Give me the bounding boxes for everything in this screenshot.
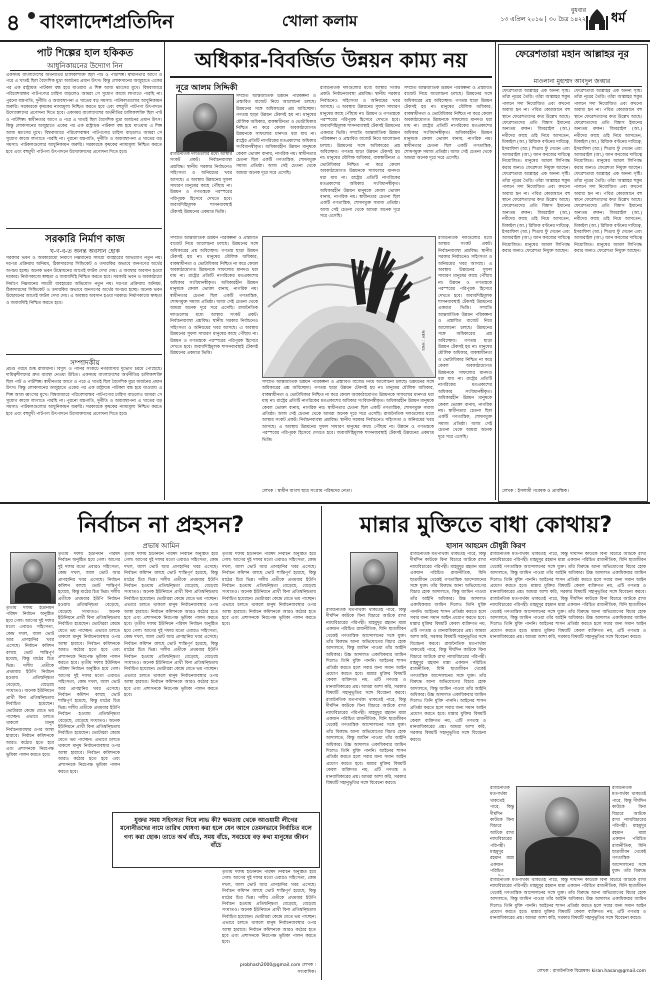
left-subhead: আধুনিকায়নের উদ্যোগ নিন xyxy=(47,62,123,70)
subject-photo xyxy=(516,786,610,876)
author-photo xyxy=(176,94,234,152)
main-body-2-text: রাজনৈতিক দলগুলোর মধ্যে আস্থার সংকট প্রকট। নির্বাচনব্যবস্থা প্রশ্নবিদ্ধ। স্থানীয় সরকার নির্বাচনেও সহিংসতা ও অনিয়মের খবর আসছে। এ অবস্থায় উন্নয়নের সুফল সাধারণ মানুষের কাছে পৌঁছায় না। উন্নয়ন ও গণতন্ত্রকে পরস্পরের পরিপূরক হিসেবে দেখতে হবে। জবাবদিহিমূলক শাসনব্যবস্থাই টেকসই উন্নয়নের একমাত্র ভিত্তি। xyxy=(320,86,400,136)
main-body-col3 xyxy=(404,86,492,234)
bottom-right-col0 xyxy=(326,608,406,984)
bottom-left-email[interactable]: probhash2000@gmail.com xyxy=(239,963,301,968)
bottom-left-body-2: তৃতীয় দফায় ইউনিয়ন পরিষদ নির্বাচন অনুষ্ঠিত হয়ে গেল। আগের দুই দফার মতো এবারও সহিংসতা, কেন্দ্র দখল, জাল ভোট আর প্রাণহানির খবর এসেছে। নির্বাচন কমিশন বলছে ভোট শান্তিপূর্ণ হয়েছে, কিন্তু মাঠের চিত্র ভিন্ন। দলীয় প্রতীকে প্রথমবার ইউপি নির্বাচন হওয়ায় প্রতিদ্বন্দ্বিতা বেড়েছে, বেড়েছে সংঘাতও। অনেক ইউনিয়নে প্রার্থী বিনা প্রতিদ্বন্দ্বিতায় নির্বাচিত হয়েছেন। ভোটাররা কেন্দ্রে যেতে ভয় পাচ্ছেন। এভাবে চলতে থাকলে মানুষ নির্বাচনব্যবস্থার ওপর আস্থা হারাবে। নির্বাচন কমিশনকে আরও কঠোর হতে হবে এবং প্রশাসনকে নিরপেক্ষ ভূমিকা পালন করতে হবে। xyxy=(124,552,218,628)
right-headline: ফেরেশতারা মহান আল্লাহর নূর xyxy=(515,49,629,60)
main-body-2-cont: সম্প্রতি আন্তর্জাতিক উন্নয়ন পরিকল্পনা ও প্রস্তাবিত বাজেট নিয়ে আলোচনা চলছে। উন্নয়নের সঙ্গে অধিকারের প্রশ্ন অবিচ্ছেদ্য। গণতন্ত্র ছাড়া উন্নয়ন টেকসই হয় না। মানুষের মৌলিক অধিকার, বাকস্বাধীনতা ও ভোটাধিকার নিশ্চিত না করে কেবল অবকাঠামোগত উন্নয়নকে সাফল্যের মানদণ্ড ধরা যায় না। রাষ্ট্রের প্রতিটি নাগরিকের মতপ্রকাশের অধিকার সংবিধানস্বীকৃত। অধিকারহীন উন্নয়ন মানুষকে কেবল ভোক্তা বানায়, নাগরিক নয়। স্বাধীনতার চেতনা ছিল একটি গণতান্ত্রিক, শোষণমুক্ত সমাজ প্রতিষ্ঠা। আজ সেই চেতনা থেকে আমরা অনেক দূরে সরে এসেছি। xyxy=(320,130,400,220)
raised-hands-illustration xyxy=(263,237,435,377)
section-title: খোলা কলাম xyxy=(282,12,358,30)
bottom-left-body-1-repeat: তৃতীয় দফায় ইউনিয়ন পরিষদ নির্বাচন অনুষ্ঠিত হয়ে গেল। আগের দুই দফার মতো এবারও সহিংসতা, কেন্দ্র দখল, জাল ভোট আর প্রাণহানির খবর এসেছে। নির্বাচন কমিশন বলছে ভোট শান্তিপূর্ণ হয়েছে, কিন্তু মাঠের চিত্র ভিন্ন। দলীয় প্রতীকে প্রথমবার ইউপি নির্বাচন হওয়ায় প্রতিদ্বন্দ্বিতা বেড়েছে, বেড়েছে সংঘাতও। অনেক ইউনিয়নে প্রার্থী বিনা প্রতিদ্বন্দ্বিতায় নির্বাচিত হয়েছেন। ভোটাররা কেন্দ্রে যেতে ভয় পাচ্ছেন। এভাবে চলতে থাকলে মানুষ নির্বাচনব্যবস্থার ওপর আস্থা হারাবে। নির্বাচন কমিশনকে আরও কঠোর হতে হবে এবং প্রশাসনকে নিরপেক্ষ ভূমিকা পালন করতে হবে। xyxy=(58,660,120,775)
pull-quote: যুক্তর সময় সহিংসতা দিয়ে লাভ কী? ক্ষমতায় থেকে আওয়ামী লীগের মনোনীতদের নামে তারিখ ঘোষণা করা হলে যেন আগে তেমনভাবে নির্বাচিত বলে গণ্য করা হোক। তাতে অর্থ বাঁচে, সময় বাঁচে, সবচেয়ে বড় কথা মানুষের জীবন বাঁচে xyxy=(120,817,312,850)
bottom-left-col3b xyxy=(222,870,316,970)
bottom-right-body-1: রাজনৈতিক মতপার্থক্য থাকতেই পারে, কিন্তু দীর্ঘদিন কাউকে বিনা বিচারে আটকে রাখা ন্যায়বিচারের পরিপন্থী। মাহমুদুর রহমান মান্না একজন পরিচিত রাজনীতিক, যিনি ছাত্রজীবন থেকেই গণতান্ত্রিক আন্দোলনের সঙ্গে যুক্ত। তাঁর বিরুদ্ধে আনা অভিযোগের বিচার হোক আদালতে, কিন্তু জামিন পাওয়া তাঁর আইনি অধিকার। উচ্চ আদালত একাধিকবার জামিন দিলেও তিনি মুক্তি পাননি। আইনের শাসন প্রতিষ্ঠা করতে হলে সবার জন্য সমান আইন প্রয়োগ করতে হবে। মান্নার মুক্তির বিষয়টি কেবল ব্যক্তিগত নয়, এটি গণতন্ত্র ও মানবাধিকারের প্রশ্ন। আমরা আশা করি, সরকার বিষয়টি সহানুভূতির সঙ্গে বিবেচনা করবে। xyxy=(410,552,486,647)
page-number: ৪ xyxy=(6,11,21,36)
left-body-3-text: প্রচণ্ড গরমে শুষ্ক রাজধানী। বিদ্যুৎ ও পানির সংকটে নগরবাসীর দুর্ভোগ চরমে পৌঁছেছে। দায়িত্বশীলদের দ্রুত ব্যবস্থা নেওয়া উচিত। xyxy=(6,367,162,379)
right-body-col1 xyxy=(502,89,570,487)
bottom-right-narrow2-text: রাজনৈতিক মতপার্থক্য থাকতেই পারে, কিন্তু দীর্ঘদিন কাউকে বিনা বিচারে আটকে রাখা ন্যায়বিচারের পরিপন্থী। মাহমুদুর রহমান মান্না একজন পরিচিত রাজনীতিক, যিনি ছাত্রজীবন থেকেই গণতান্ত্রিক আন্দোলনের সঙ্গে যুক্ত। তাঁর বিরুদ্ধে xyxy=(612,786,646,875)
main-body-3-text: সম্প্রতি আন্তর্জাতিক উন্নয়ন পরিকল্পনা ও প্রস্তাবিত বাজেট নিয়ে আলোচনা চলছে। উন্নয়নের সঙ্গে অধিকারের প্রশ্ন অবিচ্ছেদ্য। গণতন্ত্র ছাড়া উন্নয়ন টেকসই হয় না। মানুষের মৌলিক অধিকার, বাকস্বাধীনতা ও ভোটাধিকার নিশ্চিত না করে কেবল অবকাঠামোগত উন্নয়নকে সাফল্যের মানদণ্ড ধরা যায় না। রাষ্ট্রের প্রতিটি নাগরিকের মতপ্রকাশের অধিকার সংবিধানস্বীকৃত। অধিকারহীন উন্নয়ন মানুষকে কেবল ভোক্তা বানায়, নাগরিক নয়। স্বাধীনতার চেতনা ছিল একটি গণতান্ত্রিক, শোষণমুক্ত সমাজ প্রতিষ্ঠা। আজ সেই চেতনা থেকে আমরা অনেক দূরে সরে এসেছি। xyxy=(404,86,492,162)
left-body-3 xyxy=(6,367,162,499)
left-body-2-text: সরকারি ভবন ও অবকাঠামো নির্মাণে নিম্নমানের সামগ্রী ব্যবহারের অভিযোগ নতুন নয়। দরপত্র প্রক্রিয়ায় অনিয়ম, ঠিকাদারদের সিন্ডিকেট ও তদারকির অভাবে জনগণের অর্থের অপচয় হচ্ছে। অনেক ভবন উদ্বোধনের আগেই ফাটল দেখা দেয়। এ অবস্থার অবসান হওয়া দরকার। নির্মাণকাজে স্বচ্ছতা ও জবাবদিহি নিশ্চিত করতে হবে। xyxy=(6,256,162,281)
date-line: ১৩ এপ্রিল ২০১৬ | ৩০ চৈত্র ১৪২২ xyxy=(500,16,586,23)
main-headline: অধিকার-বিবর্জিত উন্নয়ন কাম্য নয় xyxy=(195,48,467,72)
bottom-right-body-0: রাজনৈতিক মতপার্থক্য থাকতেই পারে, কিন্তু দীর্ঘদিন কাউকে বিনা বিচারে আটকে রাখা ন্যায়বিচারের পরিপন্থী। মাহমুদুর রহমান মান্না একজন পরিচিত রাজনীতিক, যিনি ছাত্রজীবন থেকেই গণতান্ত্রিক আন্দোলনের সঙ্গে যুক্ত। তাঁর বিরুদ্ধে আনা অভিযোগের বিচার হোক আদালতে, কিন্তু জামিন পাওয়া তাঁর আইনি অধিকার। উচ্চ আদালত একাধিকবার জামিন দিলেও তিনি মুক্তি পাননি। আইনের শাসন প্রতিষ্ঠা করতে হলে সবার জন্য সমান আইন প্রয়োগ করতে হবে। মান্নার মুক্তির বিষয়টি কেবল ব্যক্তিগত নয়, এটি গণতন্ত্র ও মানবাধিকারের প্রশ্ন। আমরা আশা করি, সরকার বিষয়টি সহানুভূতির সঙ্গে বিবেচনা করবে। xyxy=(326,608,406,697)
paper-name: বাংলাদেশপ্রতিদিন xyxy=(40,11,174,33)
illustration xyxy=(262,236,436,378)
main-author-note: লেখক : স্বাধীন বাংলা ছাত্র সংগ্রাম পরিষদের নেতা। xyxy=(262,489,352,494)
left-headline-2: সরকারি নির্মাণ কাজ xyxy=(45,234,125,245)
right-body-text: ফেরেশতারা আল্লাহর এক অনন্য সৃষ্টি। তাঁরা নূরের তৈরি। তাঁরা আল্লাহর হুকুম পালনে সদা নিয়োজিত এবং কখনো অবাধ্য হন না। পবিত্র কোরআনে বহু স্থানে ফেরেশতাদের কথা উল্লেখ আছে। ফেরেশতাদের প্রতি বিশ্বাস ইমানের অন্যতম রুকন। জিবরাইল (আ.) নবীদের কাছে ওহি নিয়ে আসতেন, মিকাইল (আ.) রিজিক বণ্টনের দায়িত্বে, ইসরাফিল (আ.) শিঙায় ফুঁ দেবেন এবং আজরাইল (আ.) জান কবজের দায়িত্বে নিয়োজিত। মানুষের আমল লিপিবদ্ধ করার জন্যও ফেরেশতা নিযুক্ত আছেন। xyxy=(502,89,570,171)
bottom-right-author-note xyxy=(490,968,646,975)
bottom-right-col2-narrow xyxy=(490,786,514,876)
section-logo-text: ধর্ম xyxy=(611,10,626,26)
left-body xyxy=(6,73,162,225)
bottom-right-body-2: রাজনৈতিক মতপার্থক্য থাকতেই পারে, কিন্তু দীর্ঘদিন কাউকে বিনা বিচারে আটকে রাখা ন্যায়বিচারের পরিপন্থী। মাহমুদুর রহমান মান্না একজন পরিচিত রাজনীতিক, যিনি ছাত্রজীবন থেকেই গণতান্ত্রিক আন্দোলনের সঙ্গে যুক্ত। তাঁর বিরুদ্ধে আনা অভিযোগের বিচার হোক আদালতে, কিন্তু জামিন পাওয়া তাঁর আইনি অধিকার। উচ্চ আদালত একাধিকবার জামিন দিলেও তিনি মুক্তি পাননি। আইনের শাসন প্রতিষ্ঠা করতে হলে সবার জন্য সমান আইন প্রয়োগ করতে হবে। মান্নার মুক্তির বিষয়টি কেবল ব্যক্তিগত নয়, এটি গণতন্ত্র ও মানবাধিকারের প্রশ্ন। আমরা আশা করি, সরকার বিষয়টি সহানুভূতির সঙ্গে বিবেচনা করবে। xyxy=(490,552,646,596)
religion-logo xyxy=(586,4,646,34)
bullet-icon xyxy=(28,12,35,19)
bottom-right-byline: হাসান আহমেদ চৌধুরী কিরণ xyxy=(446,542,526,550)
bottom-right-col2-narrow2 xyxy=(612,786,646,876)
main-body-under-illustration xyxy=(262,380,434,484)
main-body-lower-left xyxy=(170,236,258,498)
main-under-ill-cont: রাজনৈতিক দলগুলোর মধ্যে আস্থার সংকট প্রকট। নির্বাচনব্যবস্থা প্রশ্নবিদ্ধ। স্থানীয় সরকার নির্বাচনেও সহিংসতা ও অনিয়মের খবর আসছে। এ অবস্থায় উন্নয়নের সুফল সাধারণ মানুষের কাছে পৌঁছায় না। উন্নয়ন ও গণতন্ত্রকে পরস্পরের পরিপূরক হিসেবে দেখতে হবে। জবাবদিহিমূলক শাসনব্যবস্থাই টেকসই উন্নয়নের একমাত্র ভিত্তি। xyxy=(262,412,434,443)
bottom-left-author: লেখক : সাংবাদিক। xyxy=(297,963,316,975)
author-photo-2 xyxy=(10,552,56,604)
main-lower-left-text: সম্প্রতি আন্তর্জাতিক উন্নয়ন পরিকল্পনা ও প্রস্তাবিত বাজেট নিয়ে আলোচনা চলছে। উন্নয়নের সঙ্গে অধিকারের প্রশ্ন অবিচ্ছেদ্য। গণতন্ত্র ছাড়া উন্নয়ন টেকসই হয় না। মানুষের মৌলিক অধিকার, বাকস্বাধীনতা ও ভোটাধিকার নিশ্চিত না করে কেবল অবকাঠামোগত উন্নয়নকে সাফল্যের মানদণ্ড ধরা যায় না। রাষ্ট্রের প্রতিটি নাগরিকের মতপ্রকাশের অধিকার সংবিধানস্বীকৃত। অধিকারহীন উন্নয়ন মানুষকে কেবল ভোক্তা বানায়, নাগরিক নয়। স্বাধীনতার চেতনা ছিল একটি গণতান্ত্রিক, শোষণমুক্ত সমাজ প্রতিষ্ঠা। আজ সেই চেতনা থেকে আমরা অনেক দূরে সরে এসেছি। xyxy=(170,236,258,312)
bottom-right-col2-lower xyxy=(490,878,646,968)
main-body-text: সম্প্রতি আন্তর্জাতিক উন্নয়ন পরিকল্পনা ও প্রস্তাবিত বাজেট নিয়ে আলোচনা চলছে। উন্নয়নের সঙ্গে অধিকারের প্রশ্ন অবিচ্ছেদ্য। গণতন্ত্র ছাড়া উন্নয়ন টেকসই হয় না। মানুষের মৌলিক অধিকার, বাকস্বাধীনতা ও ভোটাধিকার নিশ্চিত না করে কেবল অবকাঠামোগত উন্নয়নকে সাফল্যের মানদণ্ড ধরা যায় না। রাষ্ট্রের প্রতিটি নাগরিকের মতপ্রকাশের অধিকার সংবিধানস্বীকৃত। অধিকারহীন উন্নয়ন মানুষকে কেবল ভোক্তা বানায়, নাগরিক নয়। স্বাধীনতার চেতনা ছিল একটি গণতান্ত্রিক, শোষণমুক্ত সমাজ প্রতিষ্ঠা। আজ সেই চেতনা থেকে আমরা অনেক দূরে সরে এসেছি। xyxy=(236,94,316,176)
mosque-icon xyxy=(586,7,608,31)
bottom-left-col1 xyxy=(58,552,120,984)
right-author-note: লেখক : ইসলামী গবেষক ও প্রাবন্ধিক। xyxy=(502,489,569,494)
main-under-ill-text: সম্প্রতি আন্তর্জাতিক উন্নয়ন পরিকল্পনা ও প্রস্তাবিত বাজেট নিয়ে আলোচনা চলছে। উন্নয়নের সঙ্গে অধিকারের প্রশ্ন অবিচ্ছেদ্য। গণতন্ত্র ছাড়া উন্নয়ন টেকসই হয় না। মানুষের মৌলিক অধিকার, বাকস্বাধীনতা ও ভোটাধিকার নিশ্চিত না করে কেবল অবকাঠামোগত উন্নয়নকে সাফল্যের মানদণ্ড ধরা যায় না। রাষ্ট্রের প্রতিটি নাগরিকের মতপ্রকাশের অধিকার সংবিধানস্বীকৃত। অধিকারহীন উন্নয়ন মানুষকে কেবল ভোক্তা বানায়, নাগরিক নয়। স্বাধীনতার চেতনা ছিল একটি গণতান্ত্রিক, শোষণমুক্ত সমাজ প্রতিষ্ঠা। আজ সেই চেতনা থেকে আমরা অনেক দূরে সরে এসেছি। xyxy=(262,380,434,418)
right-body-text-repeat: ফেরেশতারা আল্লাহর এক অনন্য সৃষ্টি। তাঁরা নূরের তৈরি। তাঁরা আল্লাহর হুকুম পালনে সদা নিয়োজিত এবং কখনো অবাধ্য হন না। পবিত্র কোরআনে বহু স্থানে ফেরেশতাদের কথা উল্লেখ আছে। ফেরেশতাদের প্রতি বিশ্বাস ইমানের অন্যতম রুকন। জিবরাইল (আ.) নবীদের কাছে ওহি নিয়ে আসতেন, মিকাইল (আ.) রিজিক বণ্টনের দায়িত্বে, ইসরাফিল (আ.) শিঙায় ফুঁ দেবেন এবং আজরাইল (আ.) জান কবজের দায়িত্বে নিয়োজিত। মানুষের আমল লিপিবদ্ধ করার জন্যও ফেরেশতা নিযুক্ত আছেন। xyxy=(502,172,570,255)
left-body-3-cont: একসময় বাংলাদেশের অর্থনীতির চালিকাশক্তি ছিল পাট ও পাটশিল্প। স্বাধীনতার আগে ও পরে এ খাতই ছিল বৈদেশিক মুদ্রা অর্জনের প্রধান উৎস। কিন্তু লোকসানের অজুহাতে একের পর এক রাষ্ট্রায়ত্ত পাটকল বন্ধ হয়ে যাওয়ায় এ শিল্প আজ ধ্বংসের মুখে। বিশ্ববাজারে পরিবেশবান্ধব পাটপণ্যের চাহিদা বাড়লেও আমরা সে সুযোগ কাজে লাগাতে পারছি না। পুরনো যন্ত্রপাতি, দুর্নীতি ও অব্যবস্থাপনা এ খাতের বড় সমস্যা। পাটকলগুলোর আধুনিকায়ন জরুরি। সরকারকে কৃষকের ন্যায্যমূল্য নিশ্চিত করতে হবে এবং বহুমুখী পাটপণ্য উৎপাদনে উদ্যোক্তাদের প্রণোদনা দিতে হবে। xyxy=(6,373,162,417)
pull-quote-box xyxy=(112,812,320,868)
main-lower-right-text: রাজনৈতিক দলগুলোর মধ্যে আস্থার সংকট প্রকট। নির্বাচনব্যবস্থা প্রশ্নবিদ্ধ। স্থানীয় সরকার নির্বাচনেও সহিংসতা ও অনিয়মের খবর আসছে। এ অবস্থায় উন্নয়নের সুফল সাধারণ মানুষের কাছে পৌঁছায় না। উন্নয়ন ও গণতন্ত্রকে পরস্পরের পরিপূরক হিসেবে দেখতে হবে। জবাবদিহিমূলক শাসনব্যবস্থাই টেকসই উন্নয়নের একমাত্র ভিত্তি। xyxy=(438,236,492,312)
left-body-text: একসময় বাংলাদেশের অর্থনীতির চালিকাশক্তি ছিল পাট ও পাটশিল্প। স্বাধীনতার আগে ও পরে এ খাতই ছিল বৈদেশিক মুদ্রা অর্জনের প্রধান উৎস। কিন্তু লোকসানের অজুহাতে একের পর এক রাষ্ট্রায়ত্ত পাটকল বন্ধ হয়ে যাওয়ায় এ শিল্প আজ ধ্বংসের মুখে। বিশ্ববাজারে পরিবেশবান্ধব পাটপণ্যের চাহিদা বাড়লেও আমরা সে সুযোগ কাজে লাগাতে পারছি না। পুরনো যন্ত্রপাতি, দুর্নীতি ও অব্যবস্থাপনা এ খাতের বড় সমস্যা। পাটকলগুলোর আধুনিকায়ন জরুরি। সরকারকে কৃষকের ন্যায্যমূল্য নিশ্চিত করতে হবে এবং বহুমুখী পাটপণ্য উৎপাদনে উদ্যোক্তাদের প্রণোদনা দিতে হবে। xyxy=(6,73,162,117)
bottom-left-author-note xyxy=(222,962,316,976)
bottom-left-byline: প্রভাষ আমিন xyxy=(142,542,180,550)
main-body-col1 xyxy=(236,94,316,234)
main-body-col0 xyxy=(170,152,232,234)
main-lower-right-cont: সম্প্রতি আন্তর্জাতিক উন্নয়ন পরিকল্পনা ও প্রস্তাবিত বাজেট নিয়ে আলোচনা চলছে। উন্নয়নের সঙ্গে অধিকারের প্রশ্ন অবিচ্ছেদ্য। গণতন্ত্র ছাড়া উন্নয়ন টেকসই হয় না। মানুষের মৌলিক অধিকার, বাকস্বাধীনতা ও ভোটাধিকার নিশ্চিত না করে কেবল অবকাঠামোগত উন্নয়নকে সাফল্যের মানদণ্ড ধরা যায় না। রাষ্ট্রের প্রতিটি নাগরিকের মতপ্রকাশের অধিকার সংবিধানস্বীকৃত। অধিকারহীন উন্নয়ন মানুষকে কেবল ভোক্তা বানায়, নাগরিক নয়। স্বাধীনতার চেতনা ছিল একটি গণতান্ত্রিক, শোষণমুক্ত সমাজ প্রতিষ্ঠা। আজ সেই চেতনা থেকে আমরা অনেক দূরে সরে এসেছি। xyxy=(438,306,492,440)
left-small-head: সম্পাদকীয় xyxy=(70,359,100,367)
main-body-0-text: রাজনৈতিক দলগুলোর মধ্যে আস্থার সংকট প্রকট। নির্বাচনব্যবস্থা প্রশ্নবিদ্ধ। স্থানীয় সরকার নির্বাচনেও সহিংসতা ও অনিয়মের খবর আসছে। এ অবস্থায় উন্নয়নের সুফল সাধারণ মানুষের কাছে পৌঁছায় না। উন্নয়ন ও গণতন্ত্রকে পরস্পরের পরিপূরক হিসেবে দেখতে হবে। জবাবদিহিমূলক শাসনব্যবস্থাই টেকসই উন্নয়নের একমাত্র ভিত্তি। xyxy=(170,152,232,215)
bottom-right-headline: মান্নার মুক্তিতে বাধা কোথায়? xyxy=(359,513,613,538)
bottom-right-body-0-repeat: রাজনৈতিক মতপার্থক্য থাকতেই পারে, কিন্তু দীর্ঘদিন কাউকে বিনা বিচারে আটকে রাখা ন্যায়বিচারের পরিপন্থী। মাহমুদুর রহমান মান্না একজন পরিচিত রাজনীতিক, যিনি ছাত্রজীবন থেকেই গণতান্ত্রিক আন্দোলনের সঙ্গে যুক্ত। তাঁর বিরুদ্ধে আনা অভিযোগের বিচার হোক আদালতে, কিন্তু জামিন পাওয়া তাঁর আইনি অধিকার। উচ্চ আদালত একাধিকবার জামিন দিলেও তিনি মুক্তি পাননি। আইনের শাসন প্রতিষ্ঠা করতে হলে সবার জন্য সমান আইন প্রয়োগ করতে হবে। মান্নার মুক্তির বিষয়টি কেবল ব্যক্তিগত নয়, এটি গণতন্ত্র ও মানবাধিকারের প্রশ্ন। আমরা আশা করি, সরকার বিষয়টি সহানুভূতির সঙ্গে বিবেচনা করবে। xyxy=(326,697,406,786)
bottom-left-body-1: তৃতীয় দফায় ইউনিয়ন পরিষদ নির্বাচন অনুষ্ঠিত হয়ে গেল। আগের দুই দফার মতো এবারও সহিংসতা, কেন্দ্র দখল, জাল ভোট আর প্রাণহানির খবর এসেছে। নির্বাচন কমিশন বলছে ভোট শান্তিপূর্ণ হয়েছে, কিন্তু মাঠের চিত্র ভিন্ন। দলীয় প্রতীকে প্রথমবার ইউপি নির্বাচন হওয়ায় প্রতিদ্বন্দ্বিতা বেড়েছে, বেড়েছে সংঘাতও। অনেক ইউনিয়নে প্রার্থী বিনা প্রতিদ্বন্দ্বিতায় নির্বাচিত হয়েছেন। ভোটাররা কেন্দ্রে যেতে ভয় পাচ্ছেন। এভাবে চলতে থাকলে মানুষ নির্বাচনব্যবস্থার ওপর আস্থা হারাবে। নির্বাচন কমিশনকে আরও কঠোর হতে হবে এবং প্রশাসনকে নিরপেক্ষ ভূমিকা পালন করতে হবে। xyxy=(58,552,120,666)
bottom-right-col1 xyxy=(410,552,486,984)
bottom-right-author: লেখক : রাজনৈতিক বিশ্লেষক। xyxy=(537,969,591,974)
right-body-col2 xyxy=(574,89,642,487)
author-photo-3 xyxy=(350,552,398,606)
right-byline: মাওলানা মুহাম্মদ আবদুল জব্বার xyxy=(533,78,611,85)
bottom-left-col0 xyxy=(6,606,54,984)
right-body-col2-text: ফেরেশতারা আল্লাহর এক অনন্য সৃষ্টি। তাঁরা নূরের তৈরি। তাঁরা আল্লাহর হুকুম পালনে সদা নিয়োজিত এবং কখনো অবাধ্য হন না। পবিত্র কোরআনে বহু স্থানে ফেরেশতাদের কথা উল্লেখ আছে। ফেরেশতাদের প্রতি বিশ্বাস ইমানের অন্যতম রুকন। জিবরাইল (আ.) নবীদের কাছে ওহি নিয়ে আসতেন, মিকাইল (আ.) রিজিক বণ্টনের দায়িত্বে, ইসরাফিল (আ.) শিঙায় ফুঁ দেবেন এবং আজরাইল (আ.) জান কবজের দায়িত্বে নিয়োজিত। মানুষের আমল লিপিবদ্ধ করার জন্যও ফেরেশতা নিযুক্ত আছেন। xyxy=(574,89,642,171)
weekday: বুধবার xyxy=(570,7,586,14)
left-body-2 xyxy=(6,256,162,352)
bottom-left-body-3: তৃতীয় দফায় ইউনিয়ন পরিষদ নির্বাচন অনুষ্ঠিত হয়ে গেল। আগের দুই দফার মতো এবারও সহিংসতা, কেন্দ্র দখল, জাল ভোট আর প্রাণহানির খবর এসেছে। নির্বাচন কমিশন বলছে ভোট শান্তিপূর্ণ হয়েছে, কিন্তু মাঠের চিত্র ভিন্ন। দলীয় প্রতীকে প্রথমবার ইউপি নির্বাচন হওয়ায় প্রতিদ্বন্দ্বিতা বেড়েছে, বেড়েছে সংঘাতও। অনেক ইউনিয়নে প্রার্থী বিনা প্রতিদ্বন্দ্বিতায় নির্বাচিত হয়েছেন। ভোটাররা কেন্দ্রে যেতে ভয় পাচ্ছেন। এভাবে চলতে থাকলে মানুষ নির্বাচনব্যবস্থার ওপর আস্থা হারাবে। নির্বাচন কমিশনকে আরও কঠোর হতে হবে এবং প্রশাসনকে নিরপেক্ষ ভূমিকা পালন করতে হবে। xyxy=(222,552,316,628)
main-byline: নূরে আলম সিদ্দিকী xyxy=(176,83,238,92)
left-headline: পাট শিল্পের হাল হকিকত xyxy=(36,48,134,59)
bottom-left-col2 xyxy=(124,552,218,984)
bottom-right-lower-text: রাজনৈতিক মতপার্থক্য থাকতেই পারে, কিন্তু দীর্ঘদিন কাউকে বিনা বিচারে আটকে রাখা ন্যায়বিচারের পরিপন্থী। মাহমুদুর রহমান মান্না একজন পরিচিত রাজনীতিক, যিনি ছাত্রজীবন থেকেই গণতান্ত্রিক আন্দোলনের সঙ্গে যুক্ত। তাঁর বিরুদ্ধে আনা অভিযোগের বিচার হোক আদালতে, কিন্তু জামিন পাওয়া তাঁর আইনি অধিকার। উচ্চ আদালত একাধিকবার জামিন দিলেও তিনি মুক্তি পাননি। আইনের শাসন প্রতিষ্ঠা করতে হলে সবার জন্য সমান আইন প্রয়োগ করতে হবে। মান্নার মুক্তির বিষয়টি কেবল ব্যক্তিগত নয়, এটি গণতন্ত্র ও মানবাধিকারের প্রশ্ন। আমরা আশা করি, সরকার বিষয়টি সহানুভূতির সঙ্গে বিবেচনা করবে। xyxy=(490,878,646,922)
bottom-right-email[interactable]: kiran.hasan@gmail.com xyxy=(591,969,646,974)
bottom-right-body-1-repeat: রাজনৈতিক মতপার্থক্য থাকতেই পারে, কিন্তু দীর্ঘদিন কাউকে বিনা বিচারে আটকে রাখা ন্যায়বিচারের পরিপন্থী। মাহমুদুর রহমান মান্না একজন পরিচিত রাজনীতিক, যিনি ছাত্রজীবন থেকেই গণতান্ত্রিক আন্দোলনের সঙ্গে যুক্ত। তাঁর বিরুদ্ধে আনা অভিযোগের বিচার হোক আদালতে, কিন্তু জামিন পাওয়া তাঁর আইনি অধিকার। উচ্চ আদালত একাধিকবার জামিন দিলেও তিনি মুক্তি পাননি। আইনের শাসন প্রতিষ্ঠা করতে হলে সবার জন্য সমান আইন প্রয়োগ করতে হবে। মান্নার মুক্তির বিষয়টি কেবল ব্যক্তিগত নয়, এটি গণতন্ত্র ও মানবাধিকারের প্রশ্ন। আমরা আশা করি, সরকার বিষয়টি সহানুভূতির সঙ্গে বিবেচনা করবে। xyxy=(410,641,486,743)
bottom-left-body-0: তৃতীয় দফায় ইউনিয়ন পরিষদ নির্বাচন অনুষ্ঠিত হয়ে গেল। আগের দুই দফার মতো এবারও সহিংসতা, কেন্দ্র দখল, জাল ভোট আর প্রাণহানির খবর এসেছে। নির্বাচন কমিশন বলছে ভোট শান্তিপূর্ণ হয়েছে, কিন্তু মাঠের চিত্র ভিন্ন। দলীয় প্রতীকে প্রথমবার ইউপি নির্বাচন হওয়ায় প্রতিদ্বন্দ্বিতা বেড়েছে, বেড়েছে সংঘাতও। অনেক ইউনিয়নে প্রার্থী বিনা প্রতিদ্বন্দ্বিতায় নির্বাচিত হয়েছেন। ভোটাররা কেন্দ্রে যেতে ভয় পাচ্ছেন। এভাবে চলতে থাকলে মানুষ নির্বাচনব্যবস্থার ওপর আস্থা হারাবে। নির্বাচন কমিশনকে আরও কঠোর হতে হবে এবং প্রশাসনকে নিরপেক্ষ ভূমিকা পালন করতে হবে। xyxy=(6,606,54,759)
bottom-left-headline: নির্বাচন না প্রহসন? xyxy=(77,513,245,538)
left-subhead-2: ঘ-ণ-ব-ত অনন্ত অবসান হোক xyxy=(50,248,120,255)
bottom-left-body-3b: তৃতীয় দফায় ইউনিয়ন পরিষদ নির্বাচন অনুষ্ঠিত হয়ে গেল। আগের দুই দফার মতো এবারও সহিংসতা, কেন্দ্র দখল, জাল ভোট আর প্রাণহানির খবর এসেছে। নির্বাচন কমিশন বলছে ভোট শান্তিপূর্ণ হয়েছে, কিন্তু মাঠের চিত্র ভিন্ন। দলীয় প্রতীকে প্রথমবার ইউপি নির্বাচন হওয়ায় প্রতিদ্বন্দ্বিতা বেড়েছে, বেড়েছে সংঘাতও। অনেক ইউনিয়নে প্রার্থী বিনা প্রতিদ্বন্দ্বিতায় নির্বাচিত হয়েছেন। ভোটাররা কেন্দ্রে যেতে ভয় পাচ্ছেন। এভাবে চলতে থাকলে মানুষ নির্বাচনব্যবস্থার ওপর আস্থা হারাবে। নির্বাচন কমিশনকে আরও কঠোর হতে হবে এবং প্রশাসনকে নিরপেক্ষ ভূমিকা পালন করতে হবে। xyxy=(222,870,316,946)
date-block xyxy=(470,6,586,24)
illustration-credit: অঙ্কন : তন্ময় xyxy=(421,330,426,351)
left-body-text-repeat: একসময় বাংলাদেশের অর্থনীতির চালিকাশক্তি ছিল পাট ও পাটশিল্প। স্বাধীনতার আগে ও পরে এ খাতই ছিল বৈদেশিক মুদ্রা অর্জনের প্রধান উৎস। কিন্তু লোকসানের অজুহাতে একের পর এক রাষ্ট্রায়ত্ত পাটকল বন্ধ হয়ে যাওয়ায় এ শিল্প আজ ধ্বংসের মুখে। বিশ্ববাজারে পরিবেশবান্ধব পাটপণ্যের চাহিদা বাড়লেও আমরা সে সুযোগ কাজে লাগাতে পারছি না। পুরনো যন্ত্রপাতি, দুর্নীতি ও অব্যবস্থাপনা এ খাতের বড় সমস্যা। পাটকলগুলোর আধুনিকায়ন জরুরি। সরকারকে কৃষকের ন্যায্যমূল্য নিশ্চিত করতে হবে এবং বহুমুখী পাটপণ্য উৎপাদনে উদ্যোক্তাদের প্রণোদনা দিতে হবে। xyxy=(6,111,162,155)
right-body-col2-repeat: ফেরেশতারা আল্লাহর এক অনন্য সৃষ্টি। তাঁরা নূরের তৈরি। তাঁরা আল্লাহর হুকুম পালনে সদা নিয়োজিত এবং কখনো অবাধ্য হন না। পবিত্র কোরআনে বহু স্থানে ফেরেশতাদের কথা উল্লেখ আছে। ফেরেশতাদের প্রতি বিশ্বাস ইমানের অন্যতম রুকন। জিবরাইল (আ.) নবীদের কাছে ওহি নিয়ে আসতেন, মিকাইল (আ.) রিজিক বণ্টনের দায়িত্বে, ইসরাফিল (আ.) শিঙায় ফুঁ দেবেন এবং আজরাইল (আ.) জান কবজের দায়িত্বে নিয়োজিত। মানুষের আমল লিপিবদ্ধ করার জন্যও ফেরেশতা নিযুক্ত আছেন। xyxy=(574,172,642,255)
bottom-left-body-2-repeat: তৃতীয় দফায় ইউনিয়ন পরিষদ নির্বাচন অনুষ্ঠিত হয়ে গেল। আগের দুই দফার মতো এবারও সহিংসতা, কেন্দ্র দখল, জাল ভোট আর প্রাণহানির খবর এসেছে। নির্বাচন কমিশন বলছে ভোট শান্তিপূর্ণ হয়েছে, কিন্তু মাঠের চিত্র ভিন্ন। দলীয় প্রতীকে প্রথমবার ইউপি নির্বাচন হওয়ায় প্রতিদ্বন্দ্বিতা বেড়েছে, বেড়েছে সংঘাতও। অনেক ইউনিয়নে প্রার্থী বিনা প্রতিদ্বন্দ্বিতায় নির্বাচিত হয়েছেন। ভোটাররা কেন্দ্রে যেতে ভয় পাচ্ছেন। এভাবে চলতে থাকলে মানুষ নির্বাচনব্যবস্থার ওপর আস্থা হারাবে। নির্বাচন কমিশনকে আরও কঠোর হতে হবে এবং প্রশাসনকে নিরপেক্ষ ভূমিকা পালন করতে হবে। xyxy=(124,622,218,698)
bottom-right-narrow-text: রাজনৈতিক মতপার্থক্য থাকতেই পারে, কিন্তু দীর্ঘদিন কাউকে বিনা বিচারে আটকে রাখা ন্যায়বিচারের পরিপন্থী। মাহমুদুর রহমান মান্না একজন পরিচিত xyxy=(490,786,514,875)
main-body-col2 xyxy=(320,86,400,234)
bottom-left-col3 xyxy=(222,552,316,810)
bottom-right-body-2-repeat: রাজনৈতিক মতপার্থক্য থাকতেই পারে, কিন্তু দীর্ঘদিন কাউকে বিনা বিচারে আটকে রাখা ন্যায়বিচারের পরিপন্থী। মাহমুদুর রহমান মান্না একজন পরিচিত রাজনীতিক, যিনি ছাত্রজীবন থেকেই গণতান্ত্রিক আন্দোলনের সঙ্গে যুক্ত। তাঁর বিরুদ্ধে আনা অভিযোগের বিচার হোক আদালতে, কিন্তু জামিন পাওয়া তাঁর আইনি অধিকার। উচ্চ আদালত একাধিকবার জামিন দিলেও তিনি মুক্তি পাননি। আইনের শাসন প্রতিষ্ঠা করতে হলে সবার জন্য সমান আইন প্রয়োগ করতে হবে। মান্নার মুক্তির বিষয়টি কেবল ব্যক্তিগত নয়, এটি গণতন্ত্র ও মানবাধিকারের প্রশ্ন। আমরা আশা করি, সরকার বিষয়টি সহানুভূতির সঙ্গে বিবেচনা করবে। xyxy=(490,596,646,641)
main-body-lower-right xyxy=(438,236,492,498)
main-lower-left-cont: রাজনৈতিক দলগুলোর মধ্যে আস্থার সংকট প্রকট। নির্বাচনব্যবস্থা প্রশ্নবিদ্ধ। স্থানীয় সরকার নির্বাচনেও সহিংসতা ও অনিয়মের খবর আসছে। এ অবস্থায় উন্নয়নের সুফল সাধারণ মানুষের কাছে পৌঁছায় না। উন্নয়ন ও গণতন্ত্রকে পরস্পরের পরিপূরক হিসেবে দেখতে হবে। জবাবদিহিমূলক শাসনব্যবস্থাই টেকসই উন্নয়নের একমাত্র ভিত্তি। xyxy=(170,306,258,357)
bottom-right-col2 xyxy=(490,552,646,782)
left-body-2-text-repeat: সরকারি ভবন ও অবকাঠামো নির্মাণে নিম্নমানের সামগ্রী ব্যবহারের অভিযোগ নতুন নয়। দরপত্র প্রক্রিয়ায় অনিয়ম, ঠিকাদারদের সিন্ডিকেট ও তদারকির অভাবে জনগণের অর্থের অপচয় হচ্ছে। অনেক ভবন উদ্বোধনের আগেই ফাটল দেখা দেয়। এ অবস্থার অবসান হওয়া দরকার। নির্মাণকাজে স্বচ্ছতা ও জবাবদিহি নিশ্চিত করতে হবে। xyxy=(6,275,162,306)
